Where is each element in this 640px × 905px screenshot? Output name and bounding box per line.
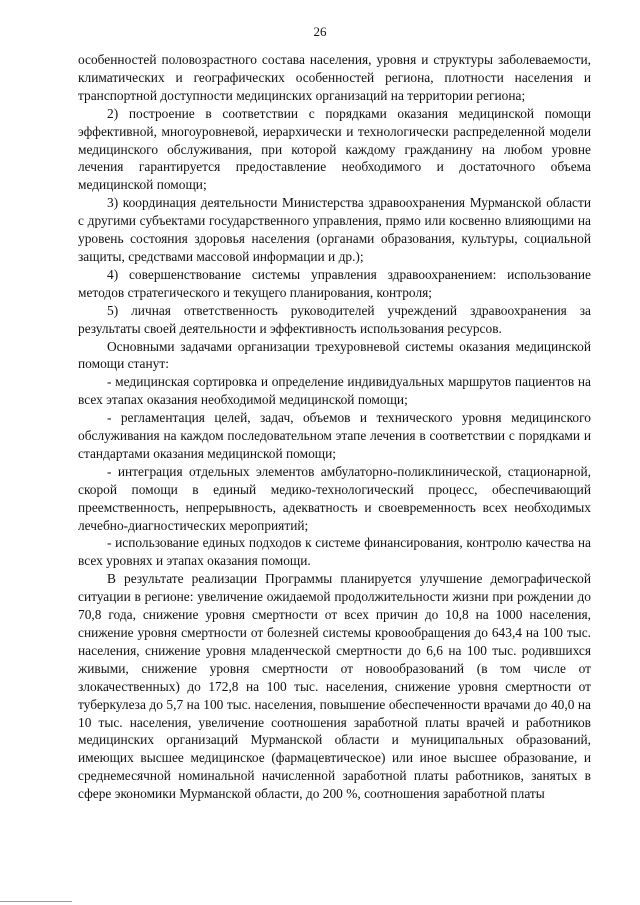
- list-item-sorting: - медицинская сортировка и определение индивидуальных маршрутов пациентов на всех этапах оказания необходимой медицинской помощи;: [78, 374, 591, 408]
- paragraph-item-3: 3) координация деятельности Министерства здравоохранения Мурманской области с другими субъектами государственного управления, прямо или косвенно влияющими на уровень состояния здоровья населения (органами образования, культуры, социальной защиты, средствами массовой информации и др.);: [78, 195, 591, 264]
- list-item-regulation: - регламентация целей, задач, объемов и технического уровня медицинского обслуживания на каждом последовательном этапе лечения в соответствии с порядками и стандартами оказания медицинской помощи;: [78, 410, 591, 461]
- paragraph-item-4: 4) совершенствование системы управления здравоохранением: использование методов стратегического и текущего планирования, контроля;: [78, 266, 591, 300]
- page-number: 26: [313, 24, 327, 39]
- paragraph-item-5: 5) личная ответственность руководителей учреждений здравоохранения за результаты своей деятельности и эффективность использования ресурсов.: [78, 302, 591, 336]
- list-item-integration: - интеграция отдельных элементов амбулаторно-поликлинической, стационарной, скорой помощи в единый медико-технологический процесс, обеспечивающий преемственность, непрерывность, адекватность и своевременность всех необходимых лечебно-диагностических мероприятий;: [78, 463, 591, 533]
- paragraph-program-results: В результате реализации Программы планируется улучшение демографической ситуации в регионе: увеличение ожидаемой продолжительности жизни при рождении до 70,8 года, снижение уровня смертности от всех причин до 10,8 на 1000 населения, снижение уровня смертности от болезней системы кровообращения до 643,4 на 100 тыс. населения, снижение уровня младенческой смертности до 6,6 на 100 тыс. родившихся живыми, снижение уровня смертности от новообразований (в том числе от злокачественных) до 172,8 на 100 тыс. населения, снижение уровня смертности от туберкулеза до 5,7 на 100 тыс. населения, повышение обеспеченности врачами до 40,0 на 10 тыс. населения, увеличение соотношения заработной платы врачей и работников медицинских организаций Мурманской области и муниципальных образований, имеющих высшее медицинское (фармацевтическое) или иное высшее образование, и среднемесячной номинальной начисленной заработной платы работников, занятых в сфере экономики Мурманской области, до 200 %, соотношения заработной платы: [78, 571, 591, 802]
- scan-edge-line: [0, 901, 72, 902]
- paragraph-item-2: 2) построение в соответствии с порядками оказания медицинской помощи эффективной, многоуровневой, иерархически и технологически распределенной модели медицинского обслуживания, при которой каждому гражданину на любом уровне лечения гарантируется предоставление необходимого и достаточного объема медицинской помощи;: [78, 105, 591, 193]
- document-body: [78, 51, 591, 803]
- paragraph-main-tasks: Основными задачами организации трехуровневой системы оказания медицинской помощи станут:: [78, 338, 591, 372]
- list-item-financing: - использование единых подходов к системе финансирования, контролю качества на всех уровнях и этапах оказания помощи.: [78, 535, 591, 569]
- paragraph-regional-features: особенностей половозрастного состава населения, уровня и структуры заболеваемости, климатических и географических особенностей региона, плотности населения и транспортной доступности медицинских организаций на территории региона;: [78, 52, 591, 103]
